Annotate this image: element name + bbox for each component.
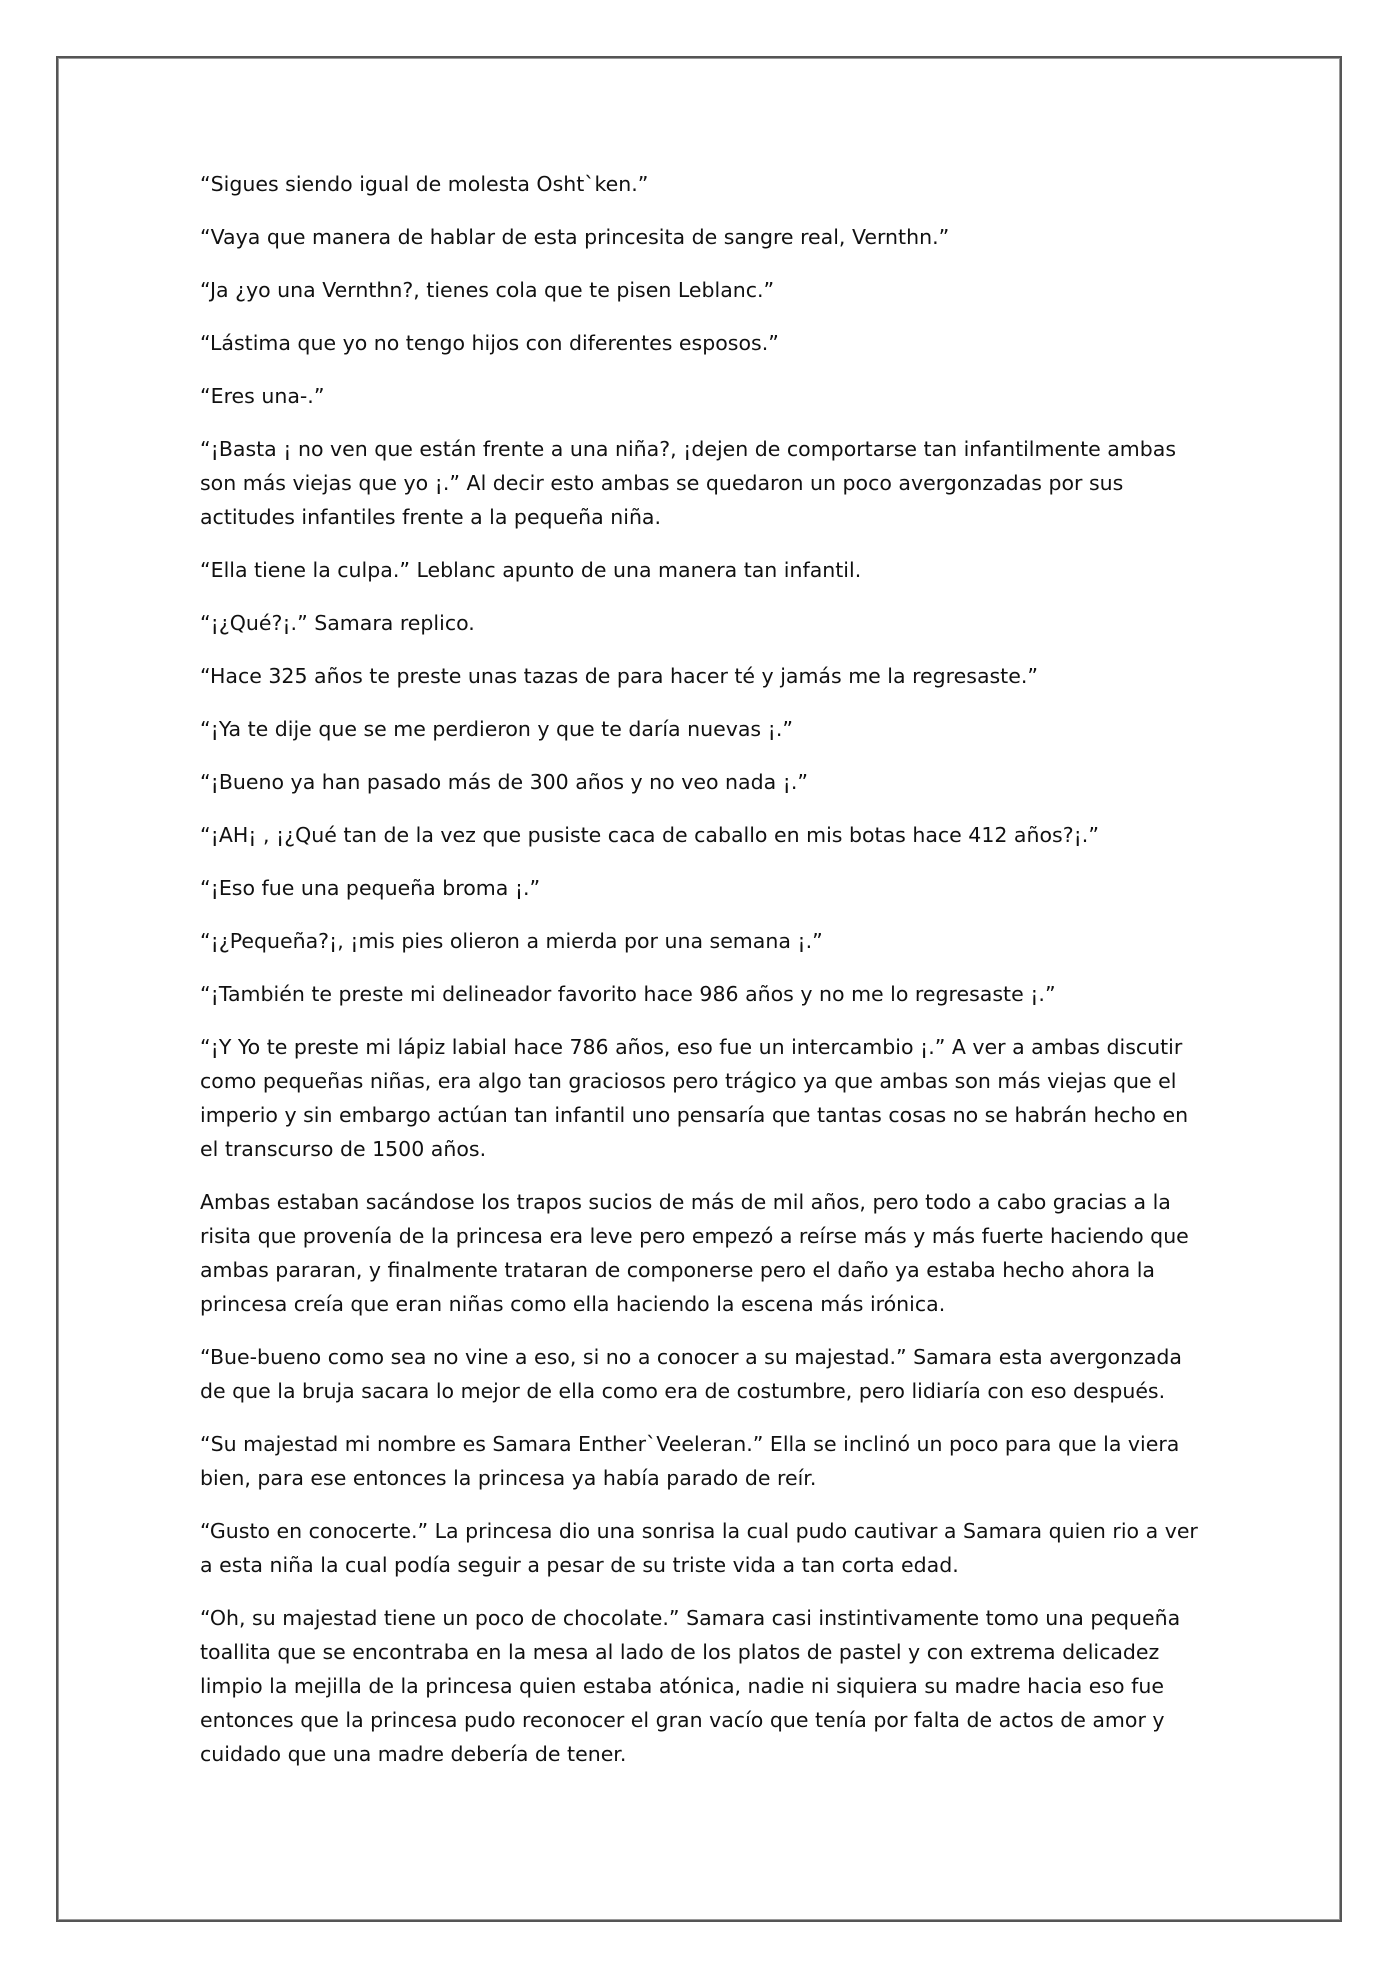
paragraph: “Su majestad mi nombre es Samara Enther`Veeleran.” Ella se inclinó un poco para que la viera bien, para ese entonces la princesa ya había parado de reír. [200,1432,1180,1490]
paragraph: “¡Basta ¡ no ven que están frente a una niña?, ¡dejen de comportarse tan infantilmente ambas son más viejas que yo ¡.” Al decir esto ambas se quedaron un poco avergonzadas por sus actitudes infantiles frente a la pequeña niña. [200,437,1177,529]
paragraph: “Ella tiene la culpa.” Leblanc apunto de una manera tan infantil. [200,558,862,582]
paragraph: “¡También te preste mi delineador favorito hace 986 años y no me lo regresaste ¡.” [200,982,1056,1006]
paragraph: “Bue-bueno como sea no vine a eso, si no a conocer a su majestad.” Samara esta avergonzada de que la bruja sacara lo mejor de ella como era de costumbre, pero lidiaría con eso después. [200,1345,1182,1403]
paragraph: “¡Eso fue una pequeña broma ¡.” [200,876,541,900]
paragraph: “Oh, su majestad tiene un poco de chocolate.” Samara casi instintivamente tomo una pequeña toallita que se encontraba en la mesa al lado de los platos de pastel y con extrema delicadez limpio la mejilla de la princesa quien estaba atónica, nadie ni siquiera su madre hacia eso fue entonces que la princesa pudo reconocer el gran vacío que tenía por falta de actos de amor y cuidado que una madre debería de tener. [200,1606,1181,1766]
document-body [200,167,1210,1790]
paragraph: “Gusto en conocerte.” La princesa dio una sonrisa la cual pudo cautivar a Samara quien rio a ver a esta niña la cual podía seguir a pesar de su triste vida a tan corta edad. [200,1519,1198,1577]
paragraph: “¡AH¡ , ¡¿Qué tan de la vez que pusiste caca de caballo en mis botas hace 412 años?¡.” [200,823,1099,847]
paragraph: “¡Ya te dije que se me perdieron y que te daría nuevas ¡.” [200,717,793,741]
paragraph: “¡Y Yo te preste mi lápiz labial hace 786 años, eso fue un intercambio ¡.” A ver a ambas discutir como pequeñas niñas, era algo tan graciosos pero trágico ya que ambas son más viejas que el imperio y sin embargo actúan tan infantil uno pensaría que tantas cosas no se habrán hecho en el transcurso de 1500 años. [200,1035,1189,1161]
paragraph: “Ja ¿yo una Vernthn?, tienes cola que te pisen Leblanc.” [200,278,775,302]
paragraph: “Vaya que manera de hablar de esta princesita de sangre real, Vernthn.” [200,225,950,249]
paragraph: “Sigues siendo igual de molesta Osht`ken.” [200,172,649,196]
paragraph: Ambas estaban sacándose los trapos sucios de más de mil años, pero todo a cabo gracias a la risita que provenía de la princesa era leve pero empezó a reírse más y más fuerte haciendo que ambas pararan, y finalmente trataran de componerse pero el daño ya estaba hecho ahora la princesa creía que eran niñas como ella haciendo la escena más irónica. [200,1190,1189,1316]
paragraph: “Hace 325 años te preste unas tazas de para hacer té y jamás me la regresaste.” [200,664,1038,688]
paragraph: “¡¿Pequeña?¡, ¡mis pies olieron a mierda por una semana ¡.” [200,929,823,953]
paragraph: “Lástima que yo no tengo hijos con diferentes esposos.” [200,331,779,355]
paragraph: “¡Bueno ya han pasado más de 300 años y no veo nada ¡.” [200,770,809,794]
paragraph: “Eres una-.” [200,384,325,408]
paragraph: “¡¿Qué?¡.” Samara replico. [200,611,475,635]
